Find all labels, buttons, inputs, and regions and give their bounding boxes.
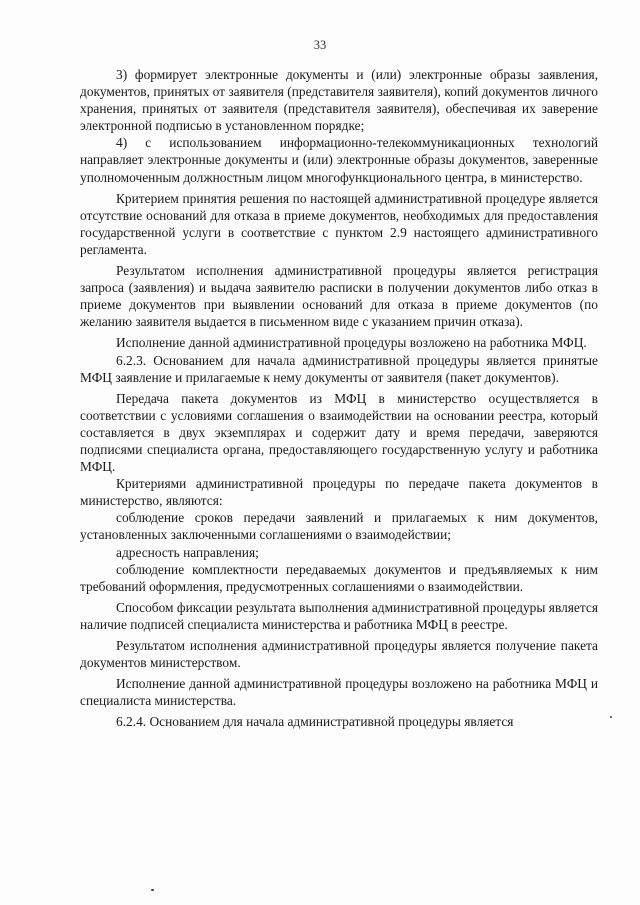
document-body <box>80 66 598 730</box>
paragraph-result-2: Результатом исполнения административной процедуры является получение пакета документов министерством. <box>80 638 598 671</box>
paragraph-addressing: адресность направления; <box>116 544 259 560</box>
paragraph-6-2-3: 6.2.3. Основанием для начала административной процедуры является принятые МФЦ заявление и прилагаемые к нему документы от заявителя (пакет документов). <box>80 352 598 385</box>
paragraph-execution: Исполнение данной административной процедуры возложено на работника МФЦ. <box>116 335 587 351</box>
paragraph-fixation: Способом фиксации результата выполнения административной процедуры является наличие подписей специалиста министерства и работника МФЦ в реестре. <box>80 599 598 632</box>
paragraph-item-3: 3) формирует электронные документы и (или) электронные образы заявления, документов, принятых от заявителя (представителя заявителя), копий документов личного хранения, принятых от заявителя (представителя заявителя), обеспечивая их заверение электронной подписью в установленном порядке; <box>80 67 598 134</box>
paragraph-transfer: Передача пакета документов из МФЦ в министерство осуществляется в соответствии с условиями соглашения о взаимодействии на основании реестра, который составляется в двух экземплярах и содержит дату и время передачи, заверяются подписями специалиста органа, предоставляющего государственную услугу и работника МФЦ. <box>80 390 598 475</box>
scan-speck <box>151 889 154 891</box>
paragraph-completeness: соблюдение комплектности передаваемых документов и предъявляемых к ним требований оформления, предусмотренных соглашениями о взаимодействии. <box>80 561 598 594</box>
page-number: 33 <box>313 38 327 52</box>
paragraph-criteria: Критериями административной процедуры по передаче пакета документов в министерство, являются: <box>80 476 598 509</box>
paragraph-6-2-4: 6.2.4. Основанием для начала административной процедуры является <box>116 714 514 730</box>
paragraph-decision-criterion: Критерием принятия решения по настоящей административной процедуре является отсутствие оснований для отказа в приеме документов, необходимых для предоставления государственной услуги в соответствие с пунктом 2.9 настоящего административного регламента. <box>80 190 598 257</box>
paragraph-result: Результатом исполнения административной процедуры является регистрация запроса (заявления) и выдача заявителю расписки в получении документов либо отказ в приеме документов при выявлении оснований для отказа в приеме документов (по желанию заявителя выдается в письменном виде с указанием причин отказа). <box>80 263 598 330</box>
scan-speck <box>610 716 612 718</box>
paragraph-execution-2: Исполнение данной административной процедуры возложено на работника МФЦ и специалиста министерства. <box>80 676 598 709</box>
paragraph-item-4: 4) с использованием информационно-телекоммуникационных технологий направляет электронные документы и (или) электронные образы документов, заверенные уполномоченным должностным лицом многофункционального центра, в министерство. <box>80 135 598 185</box>
paragraph-deadlines: соблюдение сроков передачи заявлений и прилагаемых к ним документов, установленных заключенными соглашениями о взаимодействии; <box>80 510 598 543</box>
